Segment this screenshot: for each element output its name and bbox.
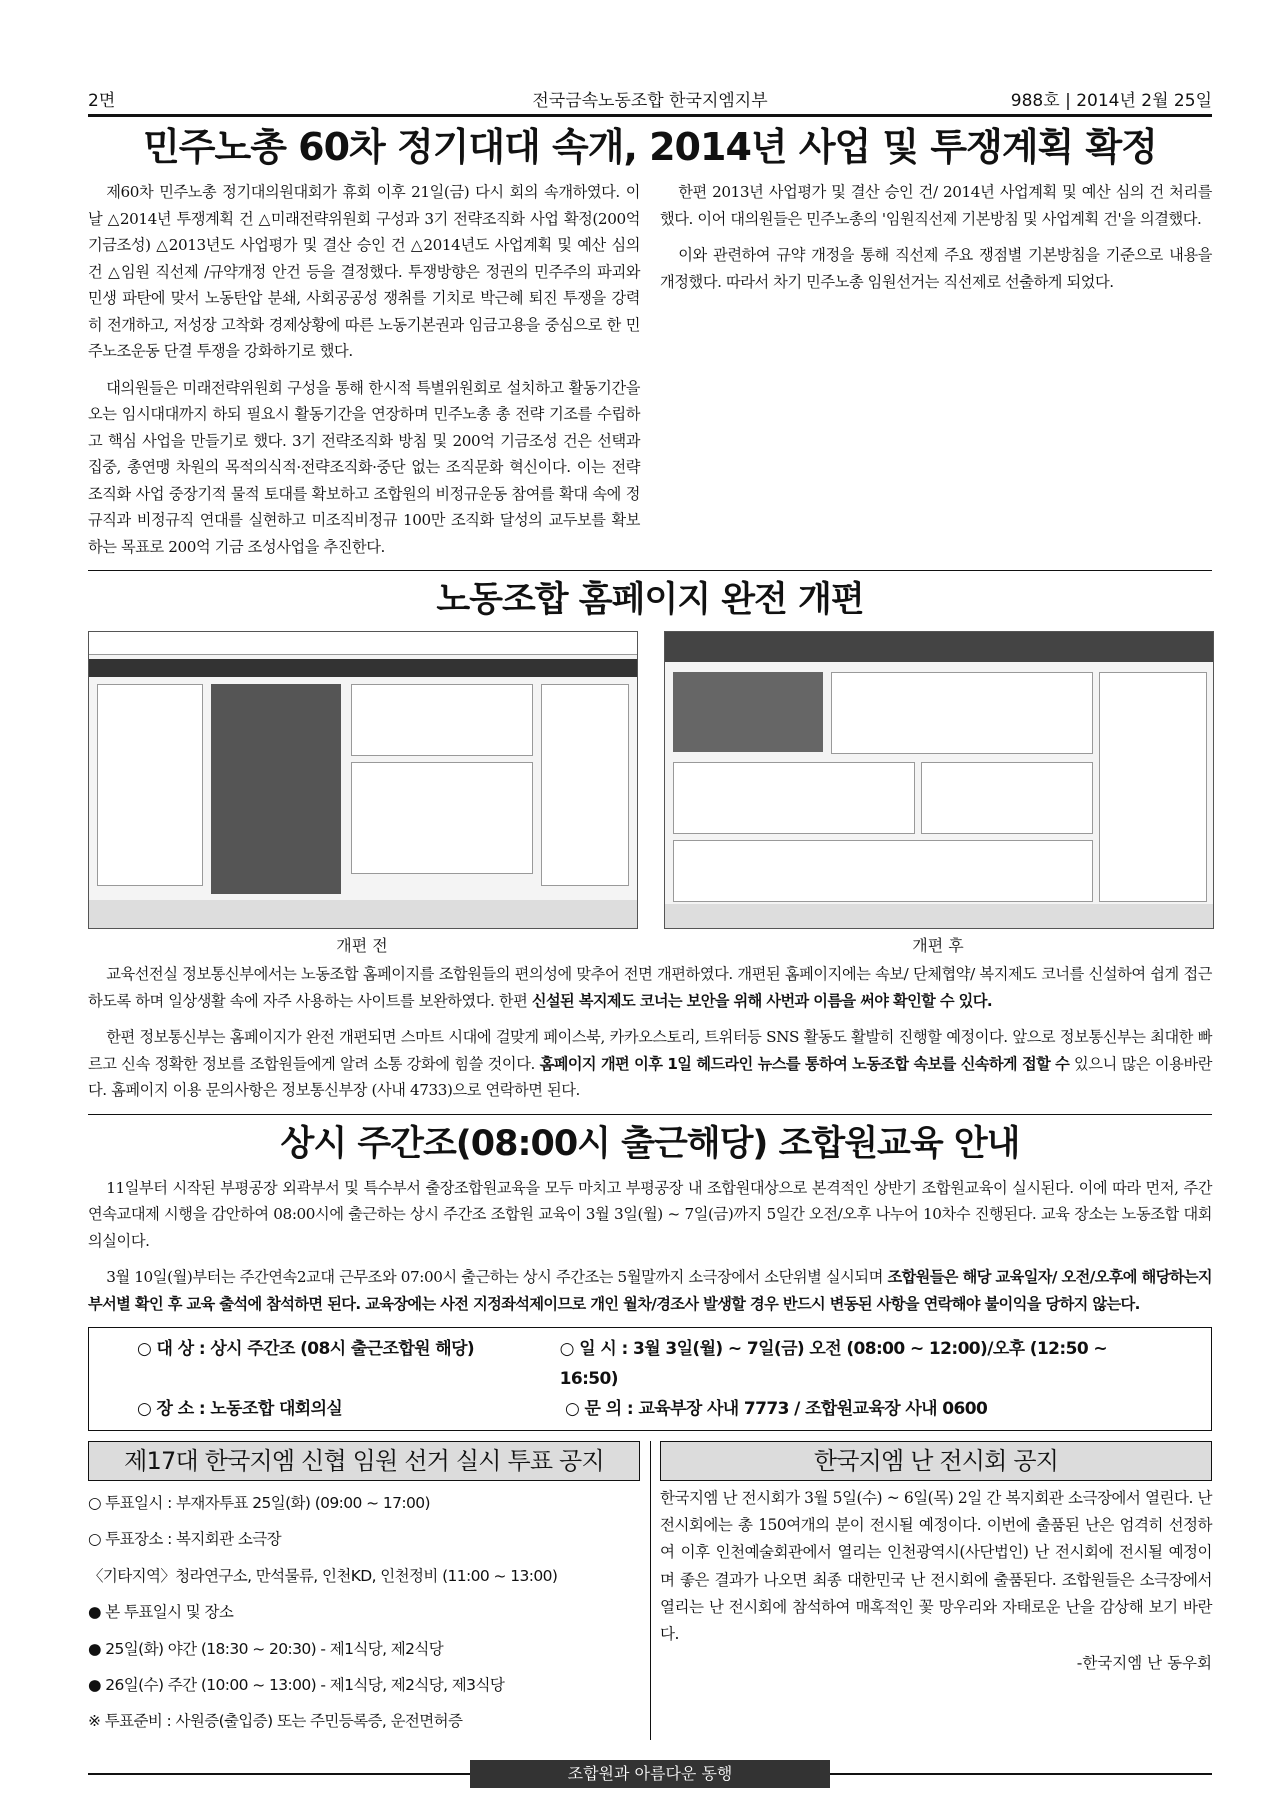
notice1-line: ● 25일(화) 야간 (18:30 ~ 20:30) - 제1식당, 제2식당	[88, 1639, 444, 1658]
article1-para-4: 이와 관련하여 규약 개정을 통해 직선제 주요 쟁점별 기본방침을 기준으로 내용을 개정했다. 따라서 차기 민주노총 임원선거는 직선제로 선출하게 되었다.	[660, 246, 1212, 291]
organization-name: 전국금속노동조합 한국지엠지부	[532, 91, 768, 111]
article3-para-2-emphasis: 조합원들은 해당 교육일자/ 오전/오후에 해당하는지 부서별 확인 후 교육 출석에 참석하면 된다. 교육장에는 사전 지정좌석제이므로 개인 월차/경조사 발생할 경우 반드시 변동된 사항을 연락해야 불이익을 당하지 않는다.	[88, 1268, 1212, 1313]
screenshot-after-wrap	[664, 631, 1212, 961]
notice-divider	[650, 1441, 651, 1740]
education-info-box	[88, 1327, 1212, 1431]
notice1-line: ● 26일(수) 주간 (10:00 ~ 13:00) - 제1식당, 제2식당, 제3식당	[88, 1676, 505, 1695]
article3-para-1: 11일부터 시작된 부평공장 외곽부서 및 특수부서 출장조합원교육을 모두 마치고 부평공장 내 조합원대상으로 본격적인 상반기 조합원교육이 실시된다. 이에 따라 먼저, 주간연속교대제 시행을 감안하여 08:00시에 출근하는 상시 주간조 조합원 교육이 3월 3일(월) ~ 7일(금)까지 5일간 오전/오후 나누어 10차수 진행된다. 교육 장소는 노동조합 대회의실이다.	[88, 1178, 1212, 1250]
notice1-line: ○ 투표일시 : 부재자투표 25일(화) (09:00 ~ 17:00)	[88, 1494, 430, 1512]
notice1-line: ※ 투표준비 : 사원증(출입증) 또는 주민등록증, 운전면허증	[88, 1712, 463, 1731]
screenshot-before-wrap	[88, 631, 636, 961]
info-target: ○ 대 상 : 상시 주간조 (08시 출근조합원 해당)	[137, 1339, 475, 1359]
article1-para-3: 한편 2013년 사업평가 및 결산 승인 건/ 2014년 사업계획 및 예산 심의 건 처리를 했다. 이어 대의원들은 민주노총의 '임원직선제 기본방침 및 사업계획 건'을 의결했다.	[660, 183, 1212, 228]
article1-col-right	[660, 179, 1212, 570]
info-contact: ○ 문 의 : 교육부장 사내 7773 / 조합원교육장 사내 0600	[565, 1399, 988, 1419]
article3-para-2: 3월 10일(월)부터는 주간연속2교대 근무조와 07:00시 출근하는 상시 주간조는 5월말까지 소극장에서 소단위별 실시되며 조합원들은 해당 교육일자/ 오전/오후에 해당하는지 부서별 확인 후 교육 출석에 참석하면 된다. 교육장에는 사전 지정좌석제이므로 개인 월차/경조사 발생할 경우 반드시 변동된 사항을 연락해야 불이익을 당하지 않는다.	[88, 1268, 1212, 1313]
info-place: ○ 장 소 : 노동조합 대회의실	[137, 1399, 343, 1419]
article2-para-1-emphasis: 신설된 복지제도 코너는 보안을 위해 사번과 이름을 써야 확인할 수 있다.	[531, 991, 992, 1010]
header-rule	[88, 114, 1212, 117]
newspaper-page	[88, 80, 1212, 1783]
screenshot-before-image	[88, 631, 638, 929]
caption-after: 개편 후	[912, 936, 964, 955]
notices-section	[88, 1441, 1212, 1740]
article1-para-1: 제60차 민주노총 정기대의원대회가 휴회 이후 21일(금) 다시 회의 속개하였다. 이날 △2014년 투쟁계획 건 △미래전략위원회 구성과 3기 전략조직화 사업 확정(200억기금조성) △2013년도 사업평가 및 결산 승인 건 △2014년도 사업계획 및 예산 심의 건 △임원 직선제 /규약개정 안건 등을 결정했다. 투쟁방향은 정권의 민주주의 파괴와 민생 파탄에 맞서 노동탄압 분쇄, 사회공공성 쟁취를 기치로 박근혜 퇴진 투쟁을 강력히 전개하고, 저성장 고착화 경제상황에 따른 노동기본권과 임금고용을 중심으로 한 민주노조운동 단결 투쟁을 강화하기로 했다.	[88, 183, 640, 360]
article1-col-left	[88, 179, 640, 570]
article1-body	[88, 179, 1212, 570]
screenshot-after-image	[664, 631, 1214, 929]
article2-para-1: 교육선전실 정보통신부에서는 노동조합 홈페이지를 조합원들의 편의성에 맞추어 전면 개편하였다. 개편된 홈페이지에는 속보/ 단체협약/ 복지제도 코너를 신설하여 쉽게 접근하도록 하며 일상생활 속에 자주 사용하는 사이트를 보완하였다. 한편 신설된 복지제도 코너는 보안을 위해 사번과 이름을 써야 확인할 수 있다.	[88, 965, 1212, 1010]
page-header	[88, 80, 1212, 114]
caption-before: 개편 전	[336, 936, 388, 955]
issue-date: 988호 | 2014년 2월 25일	[1010, 91, 1212, 111]
page-number: 2면	[88, 91, 116, 111]
section-rule	[88, 570, 1212, 571]
notice1-line: ○ 투표장소 : 복지회관 소극장	[88, 1530, 281, 1549]
article1-title: 민주노총 60차 정기대대 속개, 2014년 사업 및 투쟁계획 확정	[143, 125, 1157, 169]
notice2-text: 한국지엠 난 전시회가 3월 5일(수) ~ 6일(목) 2일 간 복지회관 소극장에서 열린다. 난 전시회에는 총 150여개의 분이 전시될 예정이다. 이번에 출품된 난은 엄격히 선정하여 이후 인천예술회관에서 열리는 인천광역시(사단법인) 난 전시회에 전시될 예정이며 좋은 결과가 나오면 최종 대한민국 난 전시회에 출품된다. 조합원들은 소극장에서 열리는 난 전시회에 참석하여 매혹적인 꽃 망우리와 자태로운 난을 감상해 보기 바란다.	[660, 1489, 1212, 1644]
article2-para-2: 한편 정보통신부는 홈페이지가 완전 개편되면 스마트 시대에 걸맞게 페이스북, 카카오스토리, 트위터등 SNS 활동도 활발히 진행할 예정이다. 앞으로 정보통신부는 최대한 빠르고 신속 정확한 정보를 조합원들에게 알려 소통 강화에 힘쓸 것이다. 홈페이지 개편 이후 1일 헤드라인 뉴스를 통하여 노동조합 속보를 신속하게 접할 수 있으니 많은 이용바란다. 홈페이지 이용 문의사항은 정보통신부장 (사내 4733)으로 연락하면 된다.	[88, 1028, 1212, 1099]
article1-para-2: 대의원들은 미래전략위원회 구성을 통해 한시적 특별위원회로 설치하고 활동기간을 오는 임시대대까지 하되 필요시 활동기간을 연장하며 민주노총 총 전략 기조를 수립하고 핵심 사업을 만들기로 했다. 3기 전략조직화 방침 및 200억 기금조성 건은 선택과 집중, 총연맹 차원의 목적의식적·전략조직화·중단 없는 조직문화 혁신이다. 이는 전략조직화 사업 중장기적 물적 토대를 확보하고 조합원의 비정규운동 참여를 확대 속에 정규직과 비정규직 연대를 실현하고 미조직비정규 100만 조직화 달성의 교두보를 확보하는 목표로 200억 기금 조성사업을 추진한다.	[88, 378, 640, 556]
article2-title: 노동조합 홈페이지 완전 개편	[436, 580, 864, 620]
notice1-title: 제17대 한국지엠 신협 임원 선거 실시 투표 공지	[88, 1441, 640, 1481]
homepage-screenshots	[88, 631, 1212, 961]
notice1-line: 〈기타지역〉청라연구소, 만석물류, 인천KD, 인천정비 (11:00 ~ 13:00)	[88, 1566, 558, 1585]
info-schedule: ○ 일 시 : 3월 3일(월) ~ 7일(금) 오전 (08:00 ~ 12:00)/오후 (12:50 ~ 16:50)	[559, 1339, 1108, 1389]
article2-body	[88, 961, 1212, 1104]
notice1-line: ● 본 투표일시 및 장소	[88, 1603, 234, 1622]
notice2-signature: -한국지엠 난 동우회	[1076, 1654, 1212, 1673]
article3-body	[88, 1175, 1212, 1318]
section-rule-2	[88, 1114, 1212, 1115]
footer-slogan: 조합원과 아름다운 동행	[470, 1760, 830, 1788]
notice2-title: 한국지엠 난 전시회 공지	[660, 1441, 1212, 1481]
page-footer	[88, 1760, 1212, 1788]
article3-title: 상시 주간조(08:00시 출근해당) 조합원교육 안내	[280, 1123, 1020, 1164]
orchid-exhibition-notice	[660, 1441, 1212, 1740]
article2-para-2-emphasis: 홈페이지 개편 이후 1일 헤드라인 뉴스를 통하여 노동조합 속보를 신속하게 접할 수	[539, 1054, 1070, 1073]
credit-union-election-notice	[88, 1441, 640, 1740]
